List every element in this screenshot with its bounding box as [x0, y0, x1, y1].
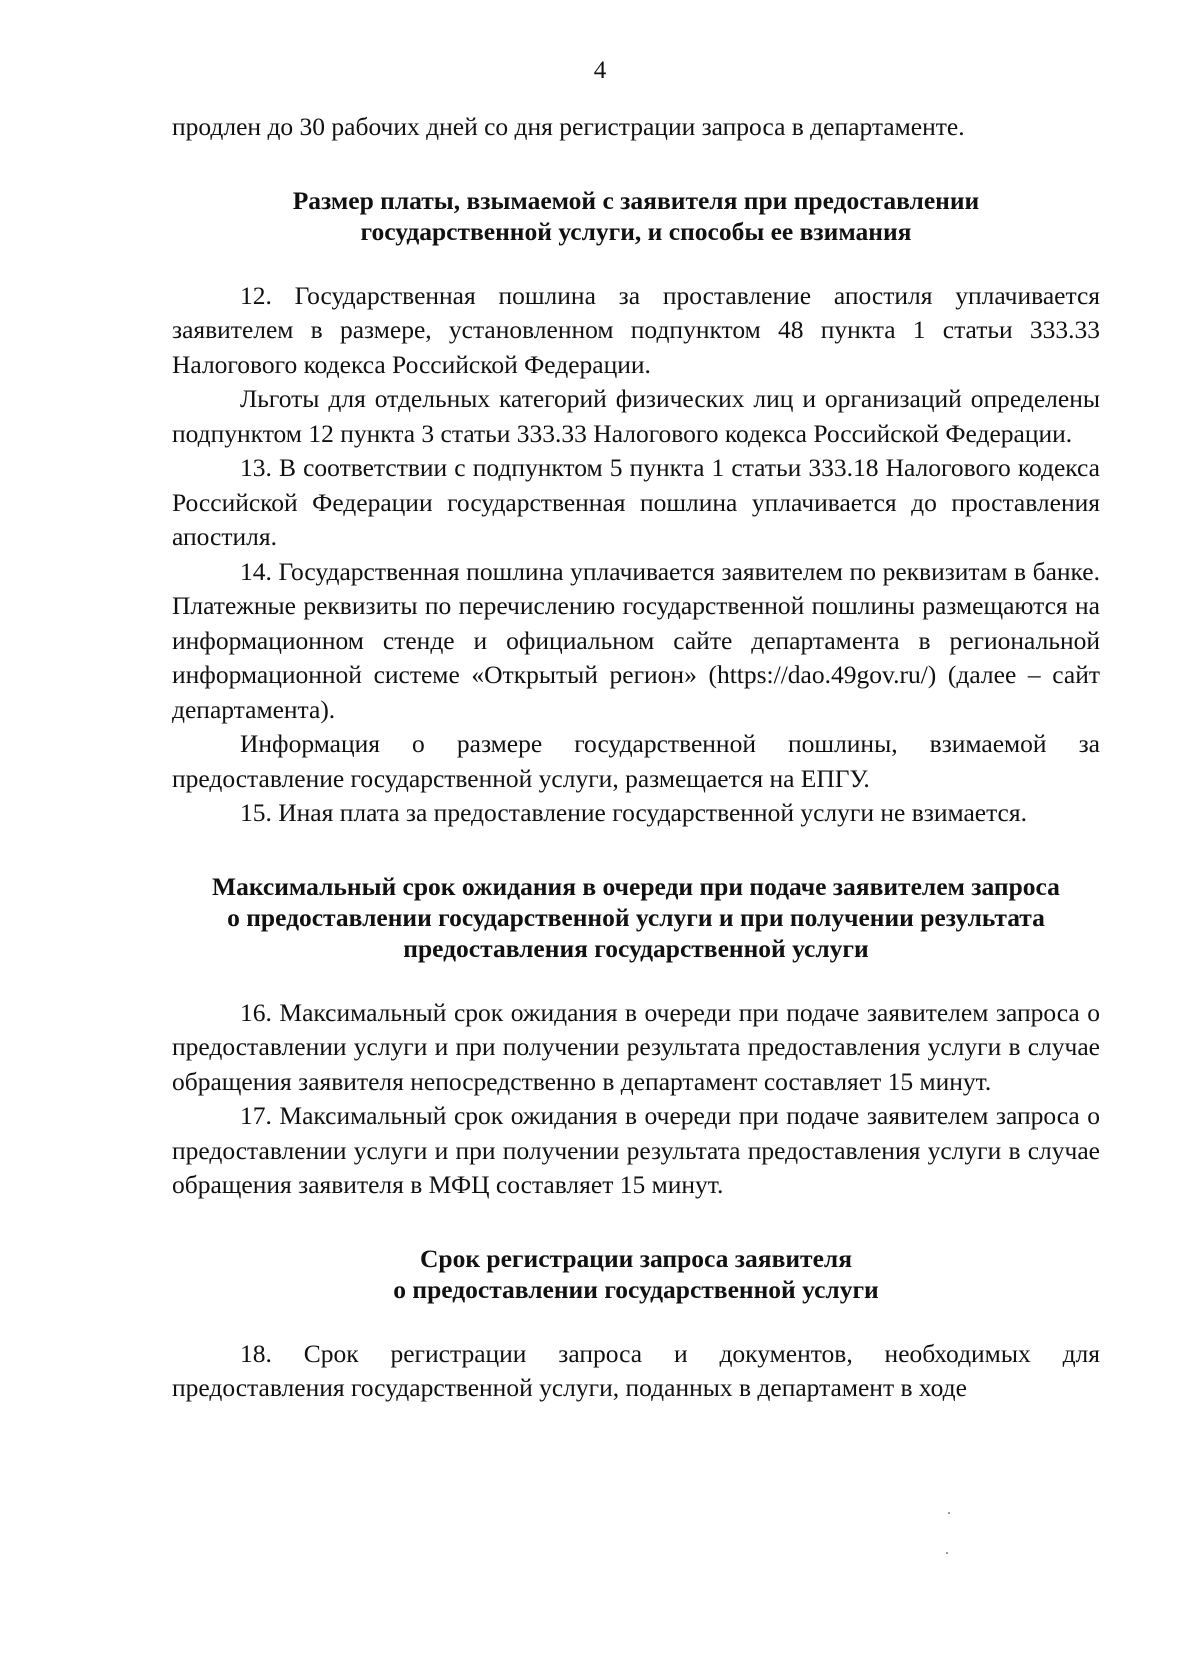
paragraph-16: 16. Максимальный срок ожидания в очереди при подаче заявителем запроса о предоставлении услуги и при получении результата предоставления услуги в случае обращения заявителя непосредственно в департамент составляет 15 минут.	[172, 997, 1100, 1096]
page-number: 4	[593, 57, 607, 84]
heading-line: о предоставлении государственной услуги	[393, 1274, 879, 1304]
paragraph-17: 17. Максимальный срок ожидания в очереди при подаче заявителем запроса о предоставлении услуги и при получении результата предоставления услуги в случае обращения заявителя в МФЦ составляет 15 минут.	[172, 1101, 1100, 1199]
paragraph-18: 18. Срок регистрации запроса и документов, необходимых для предоставления государственной услуги, поданных в департамент в ходе	[172, 1338, 1100, 1402]
paragraph-14: 14. Государственная пошлина уплачивается заявителем по реквизитам в банке. Платежные реквизиты по перечислению государственной пошлины размещаются на информационном стенде и официальном сайте департамента в региональной информационной системе «Открытый регион» (https://dao.49gov.ru/) (далее – сайт департамента).	[172, 556, 1100, 724]
document-body	[172, 110, 1100, 1406]
heading-line: Максимальный срок ожидания в очереди при подаче заявителем запроса	[212, 871, 1060, 901]
section-heading-fee	[172, 185, 1100, 247]
paragraph-fee-info: Информация о размере государственной пошлины, взимаемой за предоставление государственной услуги, размещается на ЕПГУ.	[172, 729, 1100, 793]
heading-line: предоставления государственной услуги	[403, 933, 869, 963]
heading-line: государственной услуги, и способы ее взимания	[360, 216, 912, 246]
section-heading-registration-term	[172, 1243, 1100, 1305]
scan-speck	[946, 1552, 948, 1554]
carryover-paragraph: продлен до 30 рабочих дней со дня регистрации запроса в департаменте.	[172, 112, 965, 141]
heading-line: Размер платы, взымаемой с заявителя при предоставлении	[292, 185, 980, 215]
heading-line: о предоставлении государственной услуги и при получении результата	[227, 902, 1045, 932]
paragraph-15: 15. Иная плата за предоставление государственной услуги не взимается.	[240, 798, 1027, 827]
paragraph-13: 13. В соответствии с подпунктом 5 пункта 1 статьи 333.18 Налогового кодекса Российской Федерации государственная пошлина уплачивается до проставления апостиля.	[172, 453, 1100, 551]
scan-speck	[948, 1512, 950, 1514]
paragraph-12: 12. Государственная пошлина за проставление апостиля уплачивается заявителем в размере, установленном подпунктом 48 пункта 1 статьи 333.33 Налогового кодекса Российской Федерации.	[172, 280, 1100, 379]
paragraph-benefits: Льготы для отдельных категорий физических лиц и организаций определены подпунктом 12 пункта 3 статьи 333.33 Налогового кодекса Российской Федерации.	[172, 384, 1100, 448]
section-heading-queue-time	[172, 871, 1100, 964]
heading-line: Срок регистрации запроса заявителя	[420, 1243, 852, 1273]
